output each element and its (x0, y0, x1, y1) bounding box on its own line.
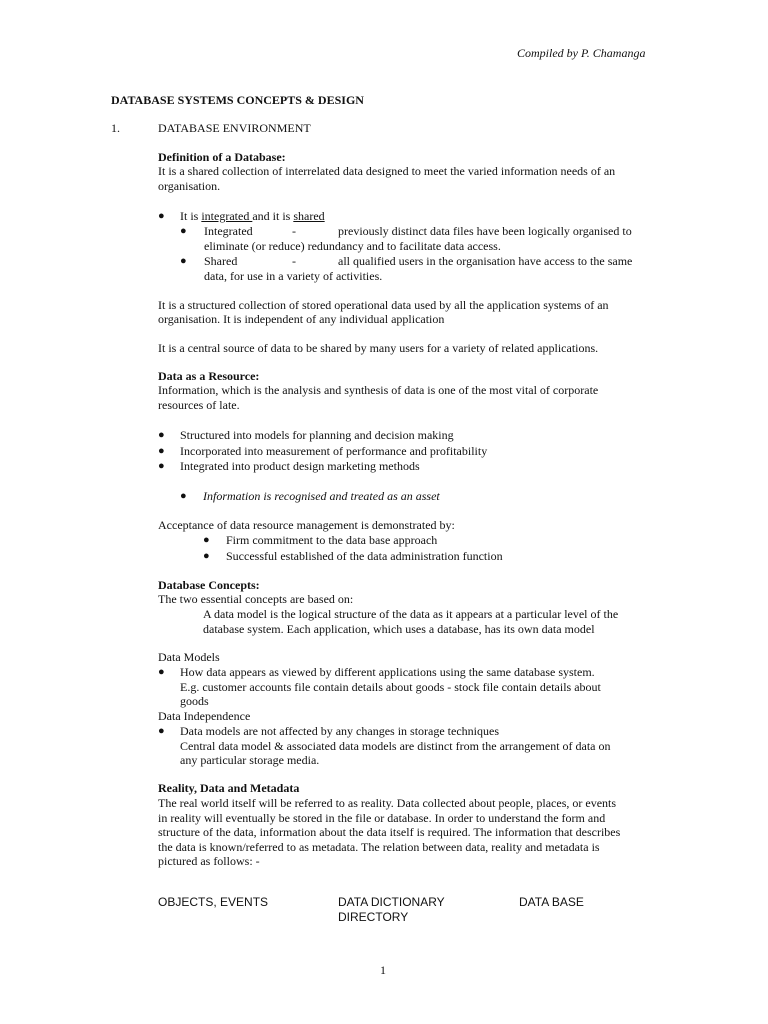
reality-line: the data is known/referred to as metadata. The relation between data, reality and metadata is (158, 840, 600, 854)
data-models-label: Data Models (158, 650, 220, 664)
section-heading: DATABASE ENVIRONMENT (158, 121, 311, 135)
list-item: Incorporated into measurement of performance and profitability (180, 444, 488, 458)
sub-item-text: data, for use in a variety of activities. (204, 269, 383, 283)
data-models-line: How data appears as viewed by different applications using the same database system. (180, 665, 595, 679)
definition-line: It is a shared collection of interrelated data designed to meet the varied information needs of an (158, 164, 616, 178)
concepts-intro: The two essential concepts are based on: (158, 592, 354, 606)
definition-line: organisation. (158, 179, 221, 193)
reality-heading: Reality, Data and Metadata (158, 781, 300, 795)
bullet-icon: ● (180, 255, 187, 267)
list-item: Successful established of the data administration function (226, 549, 503, 563)
compiled-by-header: Compiled by P. Chamanga (517, 46, 646, 60)
bullet-icon: ● (180, 490, 187, 502)
sub-item-text: eliminate (or reduce) redundancy and to facilitate data access. (204, 239, 501, 253)
acceptance-line: Acceptance of data resource management is demonstrated by: (158, 518, 455, 532)
bullet-icon: ● (158, 666, 165, 678)
data-dictionary-label: DATA DICTIONARY (338, 895, 445, 909)
independence-line: Central data model & associated data models are distinct from the arrangement of data on (180, 739, 611, 753)
bullet-icon: ● (180, 225, 187, 237)
list-item: Structured into models for planning and decision making (180, 428, 454, 442)
paragraph-line: It is a central source of data to be shared by many users for a variety of related applications. (158, 341, 599, 355)
independence-line: Data models are not affected by any changes in storage techniques (180, 724, 499, 738)
sub-item-text: previously distinct data files have been logically organised to (338, 224, 632, 238)
page-number: 1 (380, 963, 386, 977)
paragraph-line: organisation. It is independent of any individual application (158, 312, 445, 326)
bullet-icon: ● (158, 429, 165, 441)
sub-item-text: all qualified users in the organisation have access to the same (338, 254, 633, 268)
concepts-heading: Database Concepts: (158, 578, 260, 592)
sub-item-term: Shared (204, 254, 238, 268)
section-number: 1. (111, 121, 120, 135)
reality-line: structure of the data, information about the data itself is required. The information that describes (158, 825, 621, 839)
data-model-line: A data model is the logical structure of the data as it appears at a particular level of the (203, 607, 619, 621)
directory-label: DIRECTORY (338, 910, 409, 924)
bullet-icon: ● (158, 460, 165, 472)
paragraph-line: It is a structured collection of stored operational data used by all the application systems of an (158, 298, 609, 312)
document-title: DATABASE SYSTEMS CONCEPTS & DESIGN (111, 93, 364, 107)
resource-heading: Data as a Resource: (158, 369, 260, 383)
sub-item-dash: - (292, 254, 296, 268)
reality-line: pictured as follows: - (158, 854, 260, 868)
integrated-shared-line: It is integrated and it is shared (180, 209, 325, 223)
database-label: DATA BASE (519, 895, 584, 909)
reality-line: The real world itself will be referred to as reality. Data collected about people, places, or events (158, 796, 617, 810)
independence-line: any particular storage media. (180, 753, 320, 767)
sub-item-term: Integrated (204, 224, 253, 238)
list-item: Firm commitment to the data base approach (226, 533, 438, 547)
italic-bullet-text: Information is recognised and treated as an asset (203, 489, 440, 503)
independence-label: Data Independence (158, 709, 251, 723)
bullet-icon: ● (158, 725, 165, 737)
bullet-icon: ● (203, 534, 210, 546)
data-models-line: E.g. customer accounts file contain details about goods - stock file contain details about (180, 680, 601, 694)
objects-events-label: OBJECTS, EVENTS (158, 895, 269, 909)
bullet-icon: ● (158, 210, 165, 222)
resource-line: resources of late. (158, 398, 240, 412)
list-item: Integrated into product design marketing methods (180, 459, 420, 473)
definition-heading: Definition of a Database: (158, 150, 286, 164)
data-model-line: database system. Each application, which uses a database, has its own data model (203, 622, 595, 636)
resource-line: Information, which is the analysis and synthesis of data is one of the most vital of corporate (158, 383, 599, 397)
data-models-line: goods (180, 694, 209, 708)
sub-item-dash: - (292, 224, 296, 238)
bullet-icon: ● (158, 445, 165, 457)
bullet-icon: ● (203, 550, 210, 562)
reality-line: in reality will eventually be stored in the file or database. In order to understand the form and (158, 811, 606, 825)
